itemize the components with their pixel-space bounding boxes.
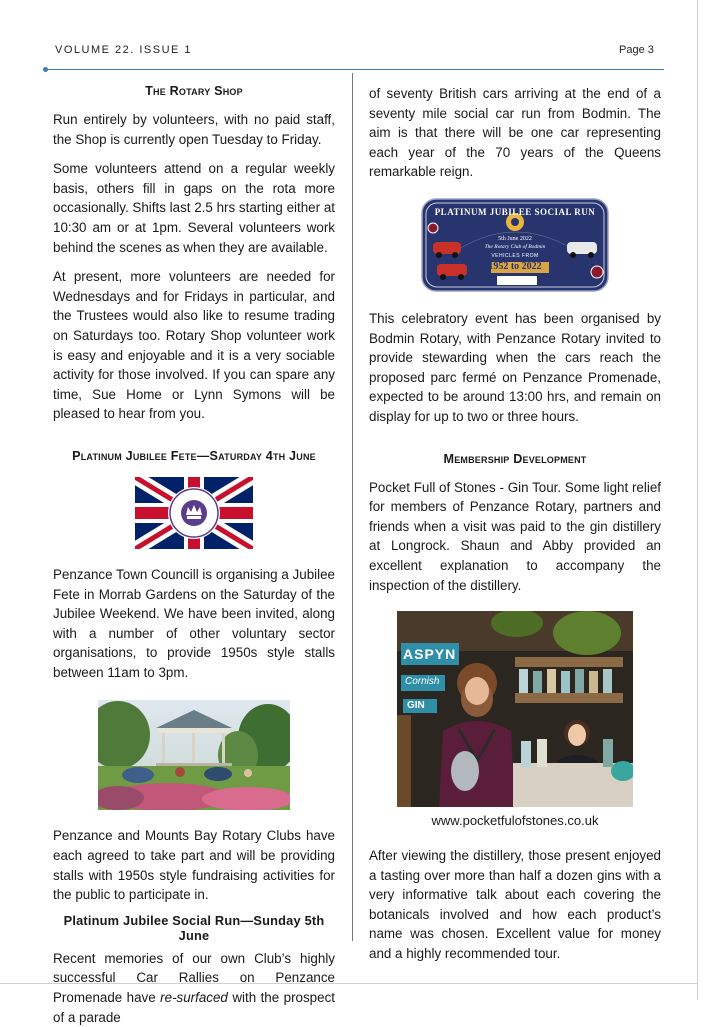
plaque-years: 1952 to 2022	[488, 260, 542, 272]
volume-issue: VOLUME 22. ISSUE 1	[55, 44, 193, 56]
photo-sign-gin: GIN	[407, 700, 425, 712]
page-number: Page 3	[619, 44, 654, 56]
page-edge-right	[697, 0, 698, 1000]
header-rule	[45, 69, 664, 70]
plaque-club: The Rotary Club of Bodmin	[484, 243, 546, 250]
rotary-shop-heading: The Rotary Shop	[145, 84, 243, 98]
photo-sign-cornish: Cornish	[405, 676, 440, 688]
distillery-photo-graphic	[397, 611, 633, 807]
plaque-date: 5th June 2022	[498, 235, 532, 242]
jubilee-fete-heading: Platinum Jubilee Fete—Saturday 4th June	[72, 448, 316, 463]
social-run-paragraph-start	[53, 949, 335, 1027]
gin-distillery-photo	[397, 611, 633, 807]
union-jack-jubilee-image	[135, 477, 253, 549]
photo-sign-aspyn: ASPYN	[403, 646, 457, 663]
membership-paragraph-1: Pocket Full of Stones - Gin Tour. Some light relief for members of Penzance Rotary, partners and friends when a visit was paid to the gin distillery at Longrock. Shaun and Abby provided an excellent explanation to accompany the inspection of the distillery.	[369, 479, 661, 593]
plaque-arc-text: PLATINUM JUBILEE SOCIAL RUN	[434, 206, 596, 217]
shop-paragraph-3: At present, more volunteers are needed for Wednesdays and for Fridays in particular, and the Trustees would also like to resume trading on Saturdays too. Rotary Shop volunteer work is easy and enjoyable and it is a very sociable activity for those involved. If you can spare any time, Sue Home or Lynn Symons will be pleased to hear from you.	[53, 269, 335, 422]
social-run-text-a: Recent memories of our own Club’s highly successful Car Rallies on Penzance Promenade have	[53, 950, 335, 1006]
social-run-paragraph-continued: of seventy British cars arriving at the end of a seventy mile social car run from Bodmin. The aim is that there will be one car representing each year of the 70 years of the Queens remarkable reign.	[369, 86, 661, 180]
bandstand-garden-photo	[98, 700, 290, 810]
social-run-paragraph-2: This celebratory event has been organised by Bodmin Rotary, with Penzance Rotary invited to provide stewarding when the cars reach the proposed parc fermé on Penzance Promenade, expected to be around 13:00 hrs, and remain on display for up to two or three hours.	[369, 310, 661, 424]
shop-paragraph-1: Run entirely by volunteers, with no paid staff, the Shop is currently open Tuesday to Friday.	[53, 112, 335, 147]
shop-paragraph-2: Some volunteers attend on a regular weekly basis, others fill in gaps on the rota more occasionally. Shifts last 2.5 hrs starting either at 10:30 am or at 1pm. Several volunteers work behind the scenes as when they are available.	[53, 161, 335, 255]
morrab-gardens-photo	[98, 700, 290, 810]
union-jack-flag	[135, 477, 253, 549]
social-run-plaque	[421, 198, 609, 292]
left-column	[53, 78, 335, 1027]
distillery-website-caption: www.pocketfulofstones.co.uk	[431, 813, 599, 829]
right-column	[369, 78, 661, 964]
fete-paragraph-2: Penzance and Mounts Bay Rotary Clubs have each agreed to take part and will be providing stalls with 1950s style fundraising activities for the public to participate in.	[53, 828, 335, 903]
social-run-heading: Platinum Jubilee Social Run—Sunday 5th June	[63, 912, 325, 943]
social-run-text-b: with the prospect of a parade	[53, 990, 335, 1025]
plaque-vehicles-from: VEHICLES FROM	[491, 252, 539, 259]
membership-development-heading: Membership Development	[443, 451, 587, 466]
column-divider	[352, 73, 353, 941]
fete-paragraph-1: Penzance Town Councill is organising a Jubilee Fete in Morrab Gardens on the Saturday of the Jubilee Weekend. We have been invited, along with a number of other voluntary sector organisations, to provide 1950s style stalls between 11am to 3pm.	[53, 566, 335, 680]
social-run-text-emphasis: re-surfaced	[160, 990, 228, 1006]
membership-paragraph-2: After viewing the distillery, those present enjoyed a tasting over more than half a dozen gins with a very informative talk about each covering the botanicals involved and how each product’s name was chosen. Excellent value for money and a highly recommended tour.	[369, 848, 661, 962]
